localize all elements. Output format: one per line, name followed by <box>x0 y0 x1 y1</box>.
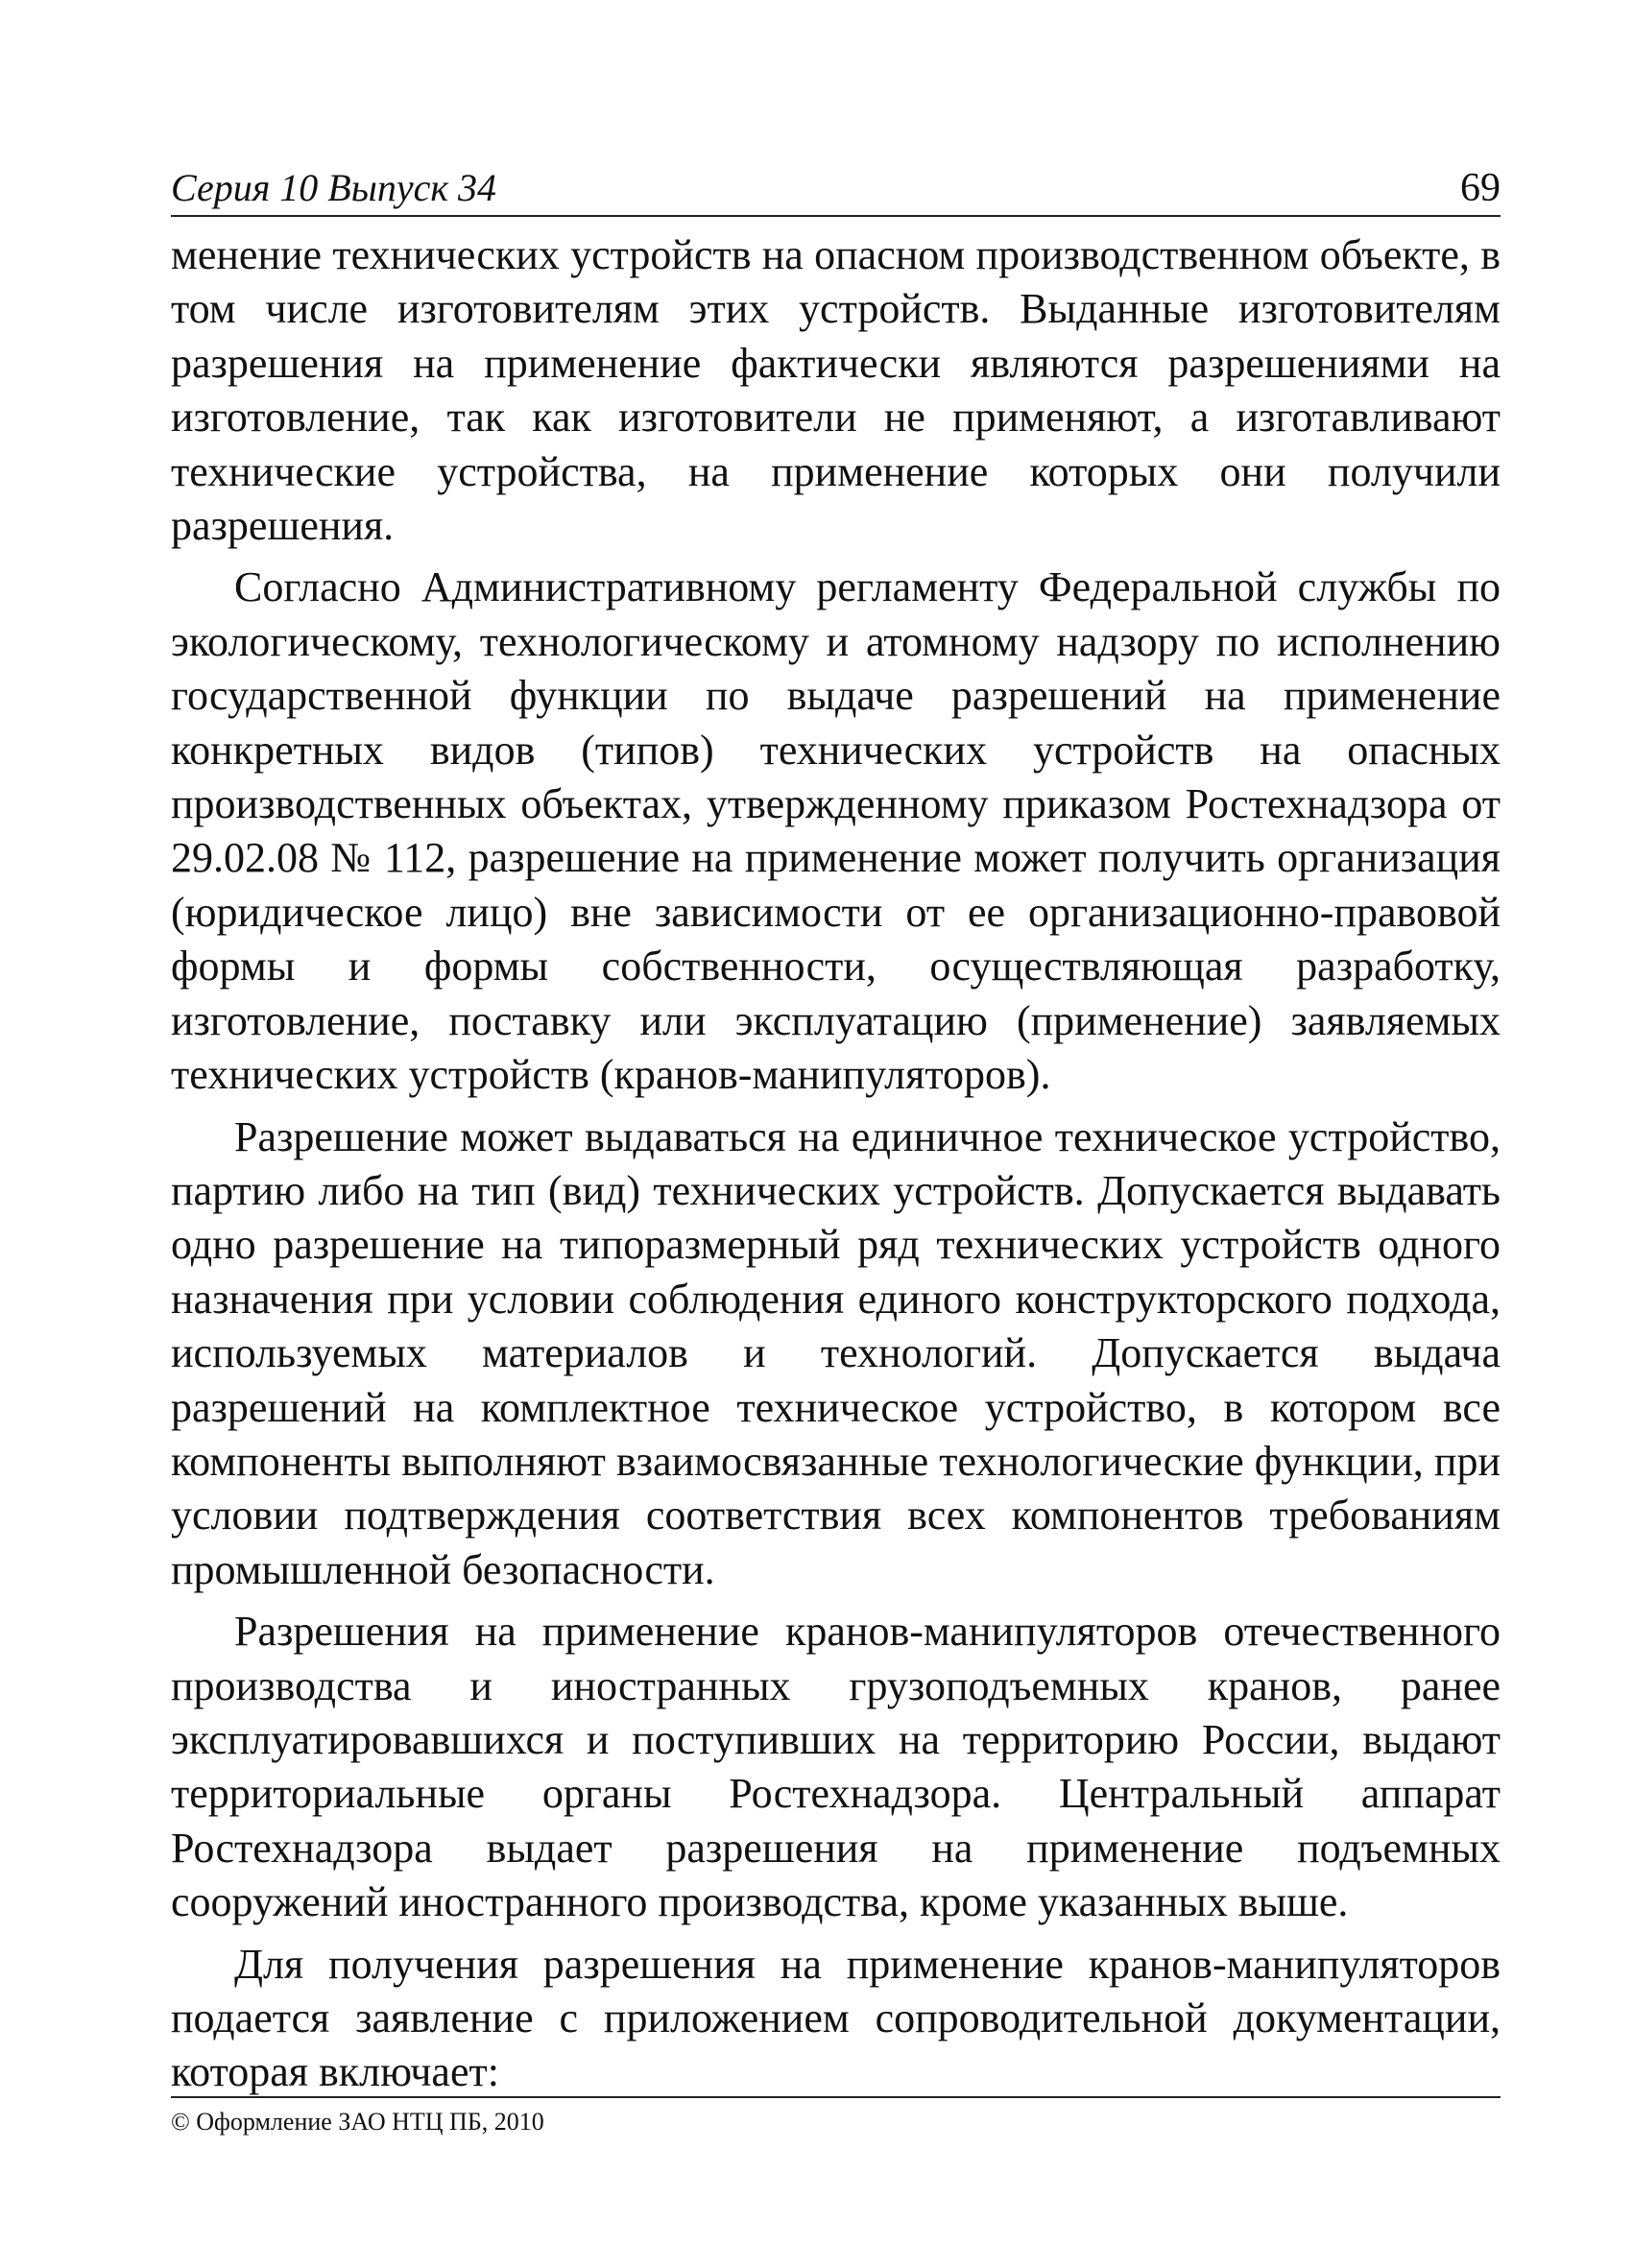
body-text <box>171 228 1501 2100</box>
copyright-notice: © Оформление ЗАО НТЦ ПБ, 2010 <box>171 2108 544 2136</box>
page-number: 69 <box>1460 166 1501 210</box>
series-issue-label: Серия 10 Выпуск 34 <box>171 166 497 209</box>
paragraph-permit-scope: Разрешение может выдаваться на единичное техническое устройство, партию либо на тип (вид) технических устройств. Допускается выдавать одно разрешение на типоразмерный ряд технических устройств одного назначения при условии соблюдения единого конструкторского подхода, используемых материалов и технологий. Допускается выдача разрешений на комплектное техническое устройство, в котором все компоненты выполняют взаимосвязанные технологические функции, при условии подтверждения соответствия всех компонентов требованиям промышленной безопасности. <box>171 1112 1501 1593</box>
footer-divider <box>171 2096 1501 2098</box>
paragraph-continuation: менение технических устройств на опасном производственном объекте, в том числе изготовителям этих устройств. Выданные изготовителям разрешения на применение фактически являются разрешениями на изготовление, так как изготовители не применяют, а изготавливают технические устройства, на применение которых они получили разрешения. <box>171 231 1501 550</box>
paragraph-application-docs: Для получения разрешения на применение кранов-манипуляторов подается заявление с приложением сопроводительной документации, которая включает: <box>171 1940 1501 2096</box>
running-header <box>171 161 1501 217</box>
paragraph-regulation: Согласно Административному регламенту Федеральной службы по экологическому, технологическому и атомному надзору по исполнению государственной функции по выдаче разрешений на применение конкретных видов (типов) технических устройств на опасных производственных объектах, утвержденному приказом Ростехнадзора от 29.02.08 № 112, разрешение на применение может получить организация (юридическое лицо) вне зависимости от ее организационно-правовой формы и формы собственности, осуществляющая разработку, изготовление, поставку или эксплуатацию (применение) заявляемых технических устройств (кранов-манипуляторов). <box>171 563 1501 1099</box>
paragraph-issuing-bodies: Разрешения на применение кранов-манипуляторов отечественного производства и иностранных грузоподъемных кранов, ранее эксплуатировавшихся и поступивших на территорию России, выдают территориальные органы Ростехнадзора. Центральный аппарат Ростехнадзора выдает разрешения на применение подъемных сооружений иностранного производства, кроме указанных выше. <box>171 1608 1501 1926</box>
